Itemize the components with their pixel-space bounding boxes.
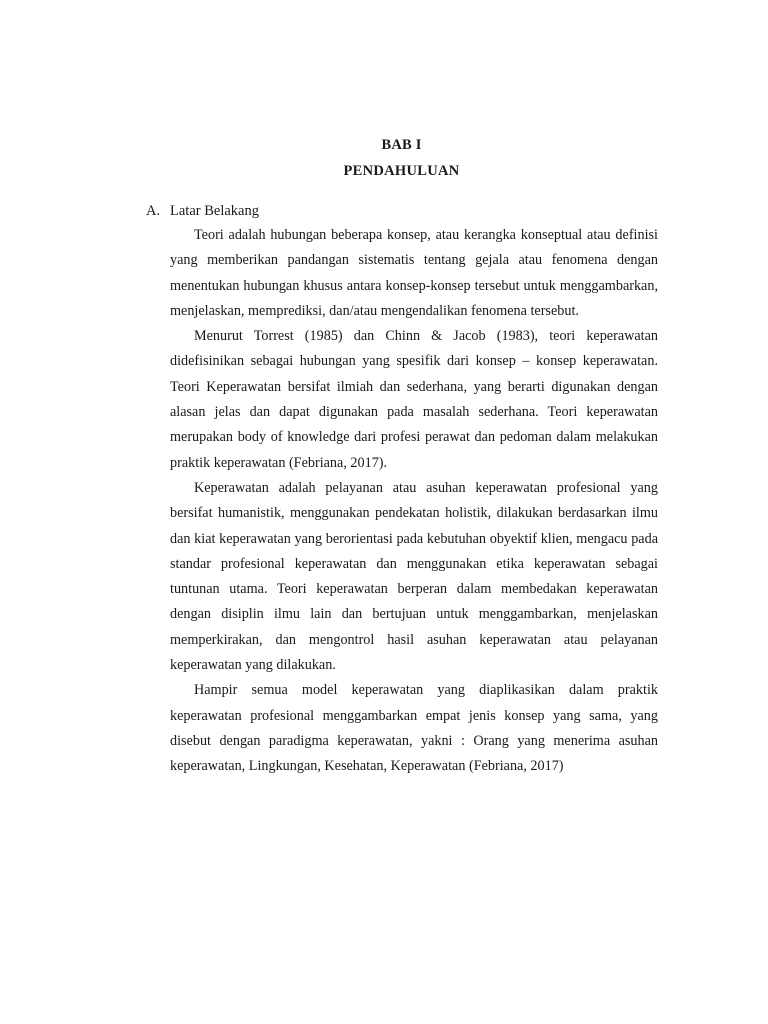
section-heading (146, 202, 259, 220)
section-letter: A. (146, 203, 161, 219)
body-text (170, 223, 658, 780)
chapter-title: PENDAHULUAN (343, 163, 460, 179)
paragraph-4: Hampir semua model keperawatan yang diaplikasikan dalam praktik keperawatan profesional menggambarkan empat jenis konsep yang sama, yang disebut dengan paradigma keperawatan, yakni : Orang yang menerima asuhan keperawatan, Lingkungan, Kesehatan, Keperawatan (Febriana, 2017) (170, 682, 658, 775)
paragraph-2: Menurut Torrest (1985) dan Chinn & Jacob (1983), teori keperawatan didefisinikan sebagai hubungan yang spesifik dari konsep – konsep keperawatan. Teori Keperawatan bersifat ilmiah dan sederhana, yang berarti digunakan dengan alasan jelas dan dapat digunakan pada masalah sederhana. Teori keperawatan merupakan body of knowledge dari profesi perawat dan pedoman dalam melakukan praktik keperawatan (Febriana, 2017). (170, 328, 658, 471)
paragraph-1: Teori adalah hubungan beberapa konsep, atau kerangka konseptual atau definisi yang memberikan pandangan sistematis tentang gejala atau fenomena dengan menentukan hubungan khusus antara konsep-konsep tersebut untuk menggambarkan, menjelaskan, memprediksi, dan/atau mengendalikan fenomena tersebut. (170, 227, 658, 319)
chapter-number: BAB I (381, 137, 422, 153)
paragraph-3: Keperawatan adalah pelayanan atau asuhan keperawatan profesional yang bersifat humanistik, menggunakan pendekatan holistik, dilakukan berdasarkan ilmu dan kiat keperawatan yang berorientasi pada kebutuhan obyektif klien, mengacu pada standar profesional keperawatan dan menggunakan etika keperawatan sebagai tuntunan utama. Teori keperawatan berperan dalam membedakan keperawatan dengan disiplin ilmu lain dan bertujuan untuk menggambarkan, menjelaskan memperkirakan, dan mengontrol hasil asuhan keperawatan atau pelayanan keperawatan yang dilakukan. (170, 479, 658, 674)
section-title: Latar Belakang (170, 203, 259, 219)
